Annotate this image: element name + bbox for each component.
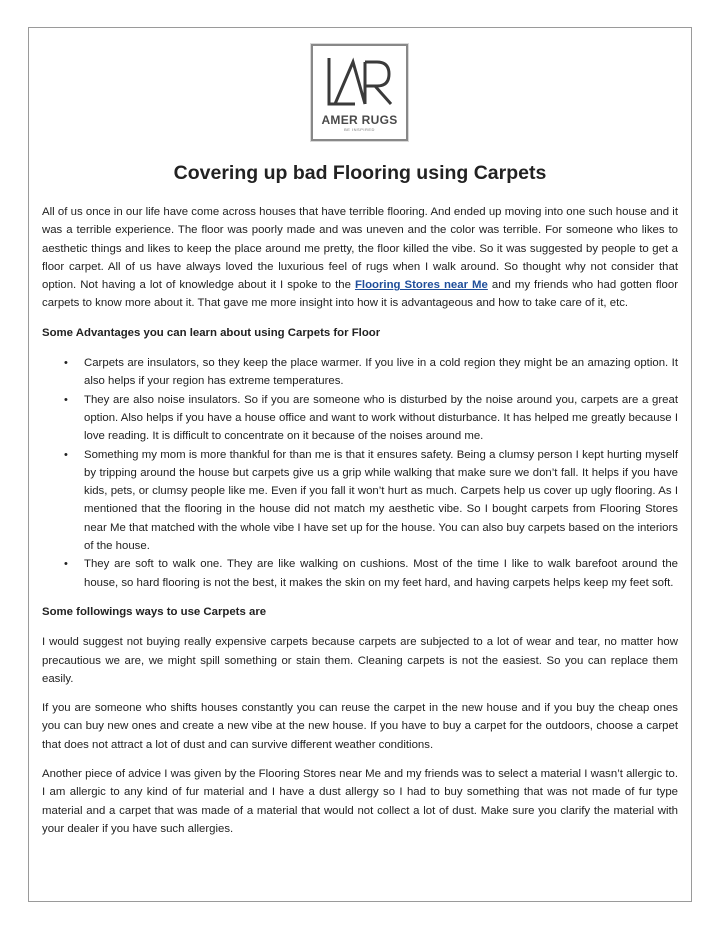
list-item-text: Something my mom is more thankful for than me is that it ensures safety. Being a clumsy person I kept hurting myself by tripping around the house but carpets give us a grip while walking that make sure we don’t fall. It helps if you have kids, pets, or clumsy people like me. Even if you fall it won’t hurt as much. Carpets help us cover up ugly flooring. As I mentioned that the flooring in the house did not match my aesthetic vibe. So I bought carpets from Flooring Stores near Me that matched with the whole vibe I have set up for the house. You can also buy carpets based on the interiors of the house.	[84, 448, 678, 553]
list-item	[64, 354, 678, 391]
ways-paragraph: Another piece of advice I was given by the Flooring Stores near Me and my friends was to select a material I wasn’t allergic to. I am allergic to any kind of fur material and I have a dust allergy so I had to buy something that was not made of fur type material and a carpet that was made of a material that would not collect a lot of dust. Make sure you clarify the material with your dealer if you have such allergies.	[42, 768, 678, 835]
bullet-icon: •	[64, 558, 68, 571]
list-item-text: They are soft to walk one. They are like walking on cushions. Most of the time I like to walk barefoot around the house, so hard flooring is not the best, it makes the skin on my feet hard, and having carpets helps keep my feet soft.	[84, 558, 678, 589]
intro-text-before-link: All of us once in our life have come across houses that have terrible flooring. And ended up moving into one such house and it was a terrible experience. The floor was poorly made and was uneven and the color was terrible. For someone who likes to aesthetic things and likes to keep the place around me pretty, the floor killed the vibe. So it was suggested by people to get a floor carpet. All of us have always loved the luxurious feel of rugs when I walk around. So thought why not consider that option. Not having a lot of knowledge about it I spoke to the	[42, 206, 678, 292]
amer-rugs-logo	[311, 44, 408, 141]
advantages-list	[42, 354, 678, 592]
bullet-icon: •	[64, 357, 68, 370]
ways-paragraph: I would suggest not buying really expensive carpets because carpets are subjected to a lot of wear and tear, no matter how precautious we are, we might spill something or stain them. Cleaning carpets is not the easiest. So you can replace them easily.	[42, 636, 678, 685]
flooring-stores-link[interactable]: Flooring Stores near Me	[354, 279, 488, 292]
list-item-text: Carpets are insulators, so they keep the place warmer. If you live in a cold region they might be an amazing option. It also helps if your region has extreme temperatures.	[84, 357, 678, 388]
page-title: Covering up bad Flooring using Carpets	[173, 162, 547, 184]
list-item-text: They are also noise insulators. So if you are someone who is disturbed by the noise around you, carpets are a great option. Also helps if you have a house office and want to work without disturbance. It has helped me greatly because I love reading. It is difficult to concentrate on it because of the noises around me.	[84, 393, 678, 443]
intro-text-after-link: and my friends who had gotten floor carpets to know more about it. That gave me more insight into how it is advantageous and how to take care of it, etc.	[42, 279, 678, 310]
logo-name: AMER RUGS	[321, 113, 398, 127]
list-item	[64, 555, 678, 592]
article-body	[42, 203, 678, 849]
advantages-heading: Some Advantages you can learn about using Carpets for Floor	[42, 326, 381, 339]
logo-tagline: BE INSPIRED	[344, 127, 375, 132]
list-item	[64, 391, 678, 446]
list-item	[64, 446, 678, 556]
bullet-icon: •	[64, 393, 68, 406]
intro-paragraph	[42, 203, 678, 313]
ways-heading: Some followings ways to use Carpets are	[42, 605, 267, 618]
bullet-icon: •	[64, 448, 68, 461]
ways-paragraph: If you are someone who shifts houses constantly you can reuse the carpet in the new house and if you buy the cheap ones you can buy new ones and create a new vibe at the new house. If you have to buy a carpet for the outdoors, choose a carpet that does not attract a lot of dust and can survive different weather conditions.	[42, 702, 678, 751]
